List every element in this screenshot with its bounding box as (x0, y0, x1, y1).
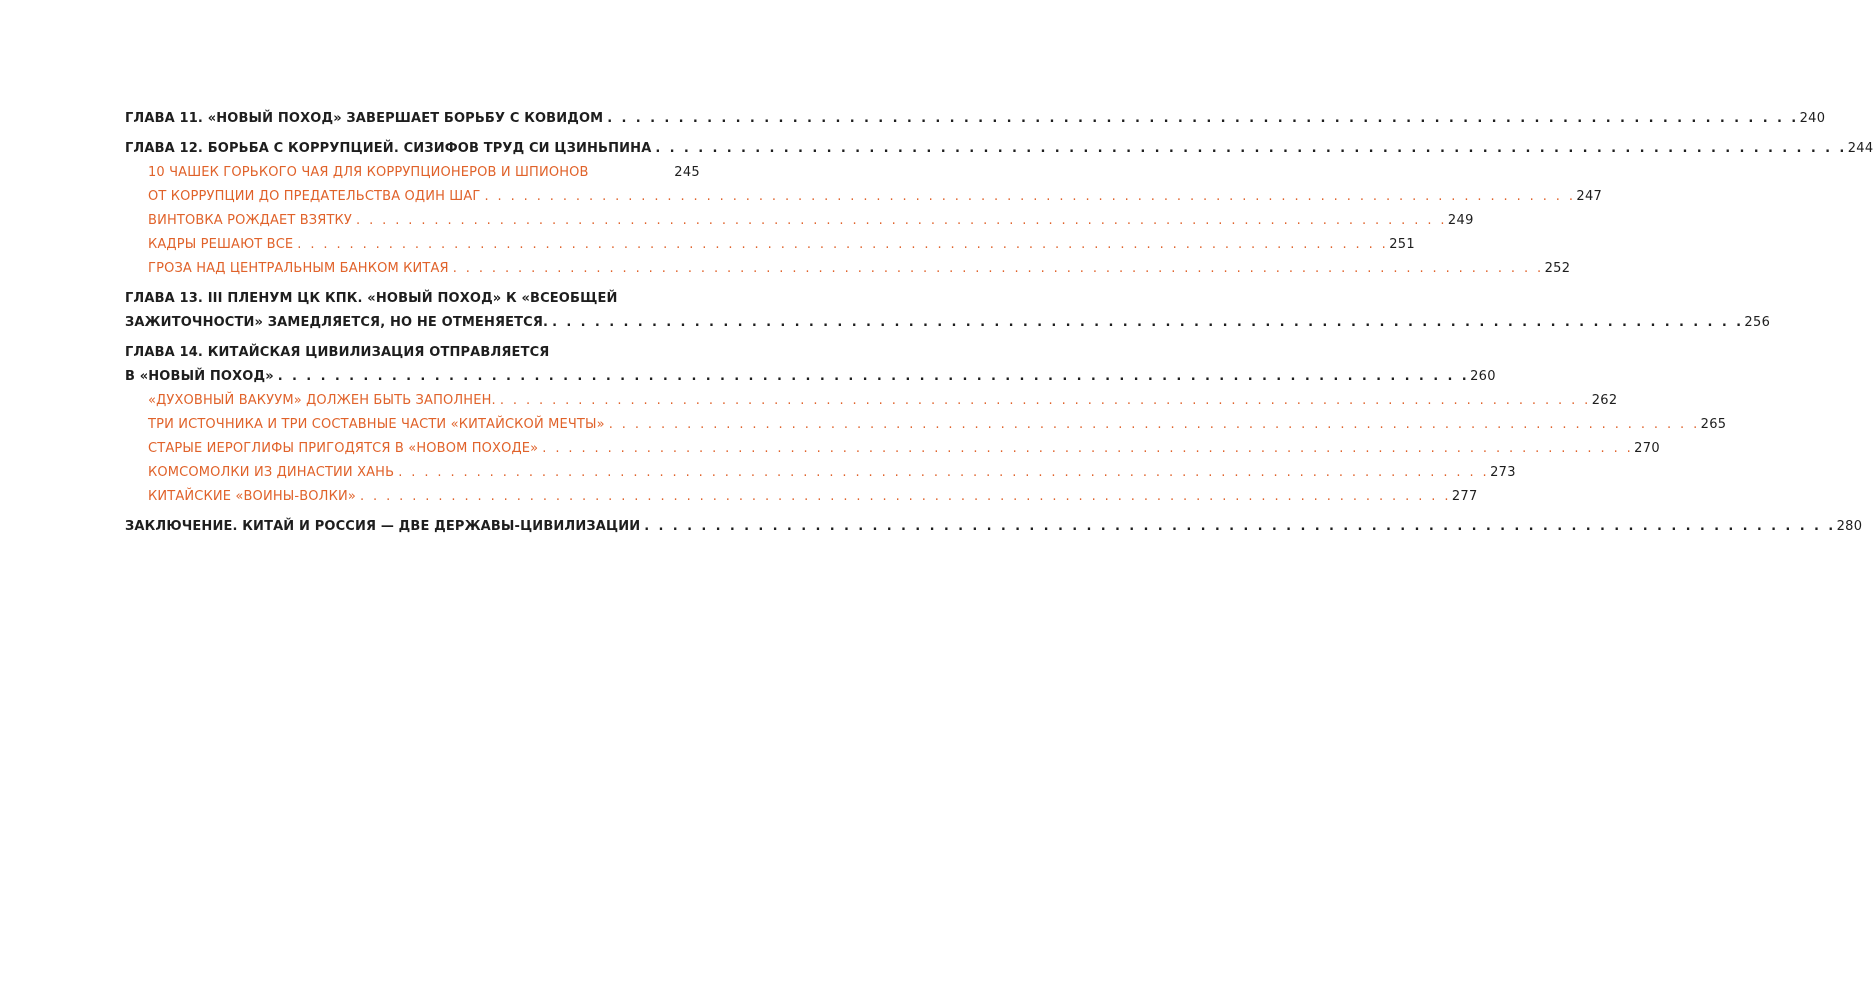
page-number: 270 (1634, 441, 1660, 456)
page-number: 244 (1847, 141, 1873, 156)
leader-dots: . . . . . . . . . . . . . . . . . . . . . . . . . . . . . . . . . . . . . . . . . . . . . . . . . . . . . . . . . . . . . . . . . . . . . . . . . . . . . . . . . . . . (644, 519, 1836, 534)
toc-chapter-14-line-1[interactable]: ГЛАВА 14. КИТАЙСКАЯ ЦИВИЛИЗАЦИЯ ОТПРАВЛЯЕТСЯ (125, 345, 550, 360)
section-title: 10 ЧАШЕК ГОРЬКОГО ЧАЯ ДЛЯ КОРРУПЦИОНЕРОВ И ШПИОНОВ (148, 165, 589, 180)
page-number: 260 (1470, 369, 1496, 384)
page-number: 262 (1591, 393, 1618, 408)
chapter-title: ГЛАВА 12. БОРЬБА С КОРРУПЦИЕЙ. СИЗИФОВ ТРУД СИ ЦЗИНЬПИНА (125, 141, 652, 156)
chapter-title: ГЛАВА 11. «НОВЫЙ ПОХОД» ЗАВЕРШАЕТ БОРЬБУ С КОВИДОМ (125, 111, 604, 126)
toc-section[interactable] (125, 209, 1474, 233)
page-number: 251 (1389, 237, 1415, 252)
leader-dots: . . . . . . . . . . . . . . . . . . . . . . . . . . . . . . . . . . . . . . . . . . . . . . . . . . . . . . . . . . . . . . . . . . . . . . . . . . . . . . . . . . . . (277, 369, 1470, 384)
toc-section[interactable] (125, 185, 1603, 209)
toc-section[interactable] (125, 413, 1727, 437)
leader-dots: . . . . . . . . . . . . . . . . . . . . . . . . . . . . . . . . . . . . . . . . . . . . . . . . . . . . . . . . . . . . . . . . . . . . . . . . . . . . . . . . . . . . (356, 213, 1447, 228)
section-title: «ДУХОВНЫЙ ВАКУУМ» ДОЛЖЕН БЫТЬ ЗАПОЛНЕН. (148, 393, 496, 408)
page-number: 249 (1447, 213, 1474, 228)
page-number: 265 (1700, 417, 1727, 432)
toc-section[interactable] (125, 437, 1660, 461)
leader-dots: . . . . . . . . . . . . . . . . . . . . . . . . . . . . . . . . . . . . . . . . . . . . . . . . . . . . . . . . . . . . . . . . . . . . . . . . . . . . . . . . . . . . (552, 315, 1744, 330)
page-number: 252 (1544, 261, 1571, 276)
leader-dots: . . . . . . . . . . . . . . . . . . . . . . . . . . . . . . . . . . . . . . . . . . . . . . . . . . . . . . . . . . . . . . . . . . . . . . . . . . . . . . . . . . . . (607, 111, 1799, 126)
toc-section[interactable] (125, 461, 1516, 485)
leader-dots: . . . . . . . . . . . . . . . . . . . . . . . . . . . . . . . . . . . . . . . . . . . . . . . . . . . . . . . . . . . . . . . . . . . . . . . . . . . . . . . . . . . . (542, 441, 1634, 456)
section-title: КАДРЫ РЕШАЮТ ВСЕ (148, 237, 294, 252)
page-number: 277 (1451, 489, 1478, 504)
toc-section[interactable] (125, 485, 1478, 509)
section-title: ОТ КОРРУПЦИИ ДО ПРЕДАТЕЛЬСТВА ОДИН ШАГ (148, 189, 481, 204)
toc-section[interactable] (125, 389, 1618, 413)
leader-dots: . . . . . . . . . . . . . . . . . . . . . . . . . . . . . . . . . . . . . . . . . . . . . . . . . . . . . . . . . . . . . . . . . . . . . . . . . . . . . . . . . . . . (398, 465, 1490, 480)
toc-section[interactable] (125, 257, 1571, 281)
section-title: КОМСОМОЛКИ ИЗ ДИНАСТИИ ХАНЬ (148, 465, 395, 480)
chapter-title: В «НОВЫЙ ПОХОД» (125, 369, 274, 384)
toc-chapter-13[interactable] (125, 311, 1771, 335)
leader-dots: . . . . . . . . . . . . . . . . . . . . . . . . . . . . . . . . . . . . . . . . . . . . . . . . . . . . . . . . . . . . . . . . . . . . . . . . . . . . . . . . . . . . (297, 237, 1389, 252)
section-title: СТАРЫЕ ИЕРОГЛИФЫ ПРИГОДЯТСЯ В «НОВОМ ПОХОДЕ» (148, 441, 539, 456)
chapter-title: ЗАКЛЮЧЕНИЕ. КИТАЙ И РОССИЯ — ДВЕ ДЕРЖАВЫ-ЦИВИЛИЗАЦИИ (125, 519, 641, 534)
leader-dots: . . . . . . . . . . . . . . . . . . . . . . . . . . . . . . . . . . . . . . . . . . . . . . . . . . . . . . . . . . . . . . . . . . . . . . . . . . . . . . . . . . . . (608, 417, 1700, 432)
section-title: ТРИ ИСТОЧНИКА И ТРИ СОСТАВНЫЕ ЧАСТИ «КИТАЙСКОЙ МЕЧТЫ» (148, 417, 605, 432)
page-number: 256 (1744, 315, 1771, 330)
page-number: 247 (1576, 189, 1603, 204)
toc-chapter-14[interactable] (125, 365, 1496, 389)
toc-conclusion[interactable] (125, 515, 1863, 539)
toc-chapter-13-line-1[interactable]: ГЛАВА 13. III ПЛЕНУМ ЦК КПК. «НОВЫЙ ПОХОД» К «ВСЕОБЩЕЙ (125, 291, 618, 306)
leader-dots: . . . . . . . . . . . . . . . . . . . . . . . . . . . . . . . . . . . . . . . . . . . . . . . . . . . . . . . . . . . . . . . . . . . . . . . . . . . . . . . . . . . . (655, 141, 1847, 156)
section-title: КИТАЙСКИЕ «ВОИНЫ-ВОЛКИ» (148, 489, 356, 504)
page-number: 280 (1836, 519, 1863, 534)
leader-dots: . . . . . . . . . . . . . . . . . . . . . . . . . . . . . . . . . . . . . . . . . . . . . . . . . . . . . . . . . . . . . . . . . . . . . . . . . . . . . . . . . . . . (484, 189, 1576, 204)
page-number: 245 (674, 165, 700, 180)
leader-dots: . . . . . . . . . . . . . . . . . . . . . . . . . . . . . . . . . . . . . . . . . . . . . . . . . . . . . . . . . . . . . . . . . . . . . . . . . . . . . . . . . . . . (359, 489, 1451, 504)
leader-dots: . . . . . . . . . . . . . . . . . . . . . . . . . . . . . . . . . . . . . . . . . . . . . . . . . . . . . . . . . . . . . . . . . . . . . . . . . . . . . . . . . . . . (499, 393, 1591, 408)
section-title: ВИНТОВКА РОЖДАЕТ ВЗЯТКУ (148, 213, 353, 228)
toc-chapter-12[interactable] (125, 137, 1873, 161)
section-title: ГРОЗА НАД ЦЕНТРАЛЬНЫМ БАНКОМ КИТАЯ (148, 261, 449, 276)
page-number: 240 (1799, 111, 1826, 126)
toc-section[interactable] (125, 233, 1415, 257)
chapter-title: ЗАЖИТОЧНОСТИ» ЗАМЕДЛЯЕТСЯ, НО НЕ ОТМЕНЯЕТСЯ. (125, 315, 549, 330)
table-of-contents (125, 107, 1873, 539)
page-number: 273 (1490, 465, 1516, 480)
toc-chapter-11[interactable] (125, 107, 1826, 131)
toc-section[interactable] (125, 161, 700, 185)
leader-dots: . . . . . . . . . . . . . . . . . . . . . . . . . . . . . . . . . . . . . . . . . . . . . . . . . . . . . . . . . . . . . . . . . . . . . . . . . . . . . . . . . . . . (452, 261, 1544, 276)
